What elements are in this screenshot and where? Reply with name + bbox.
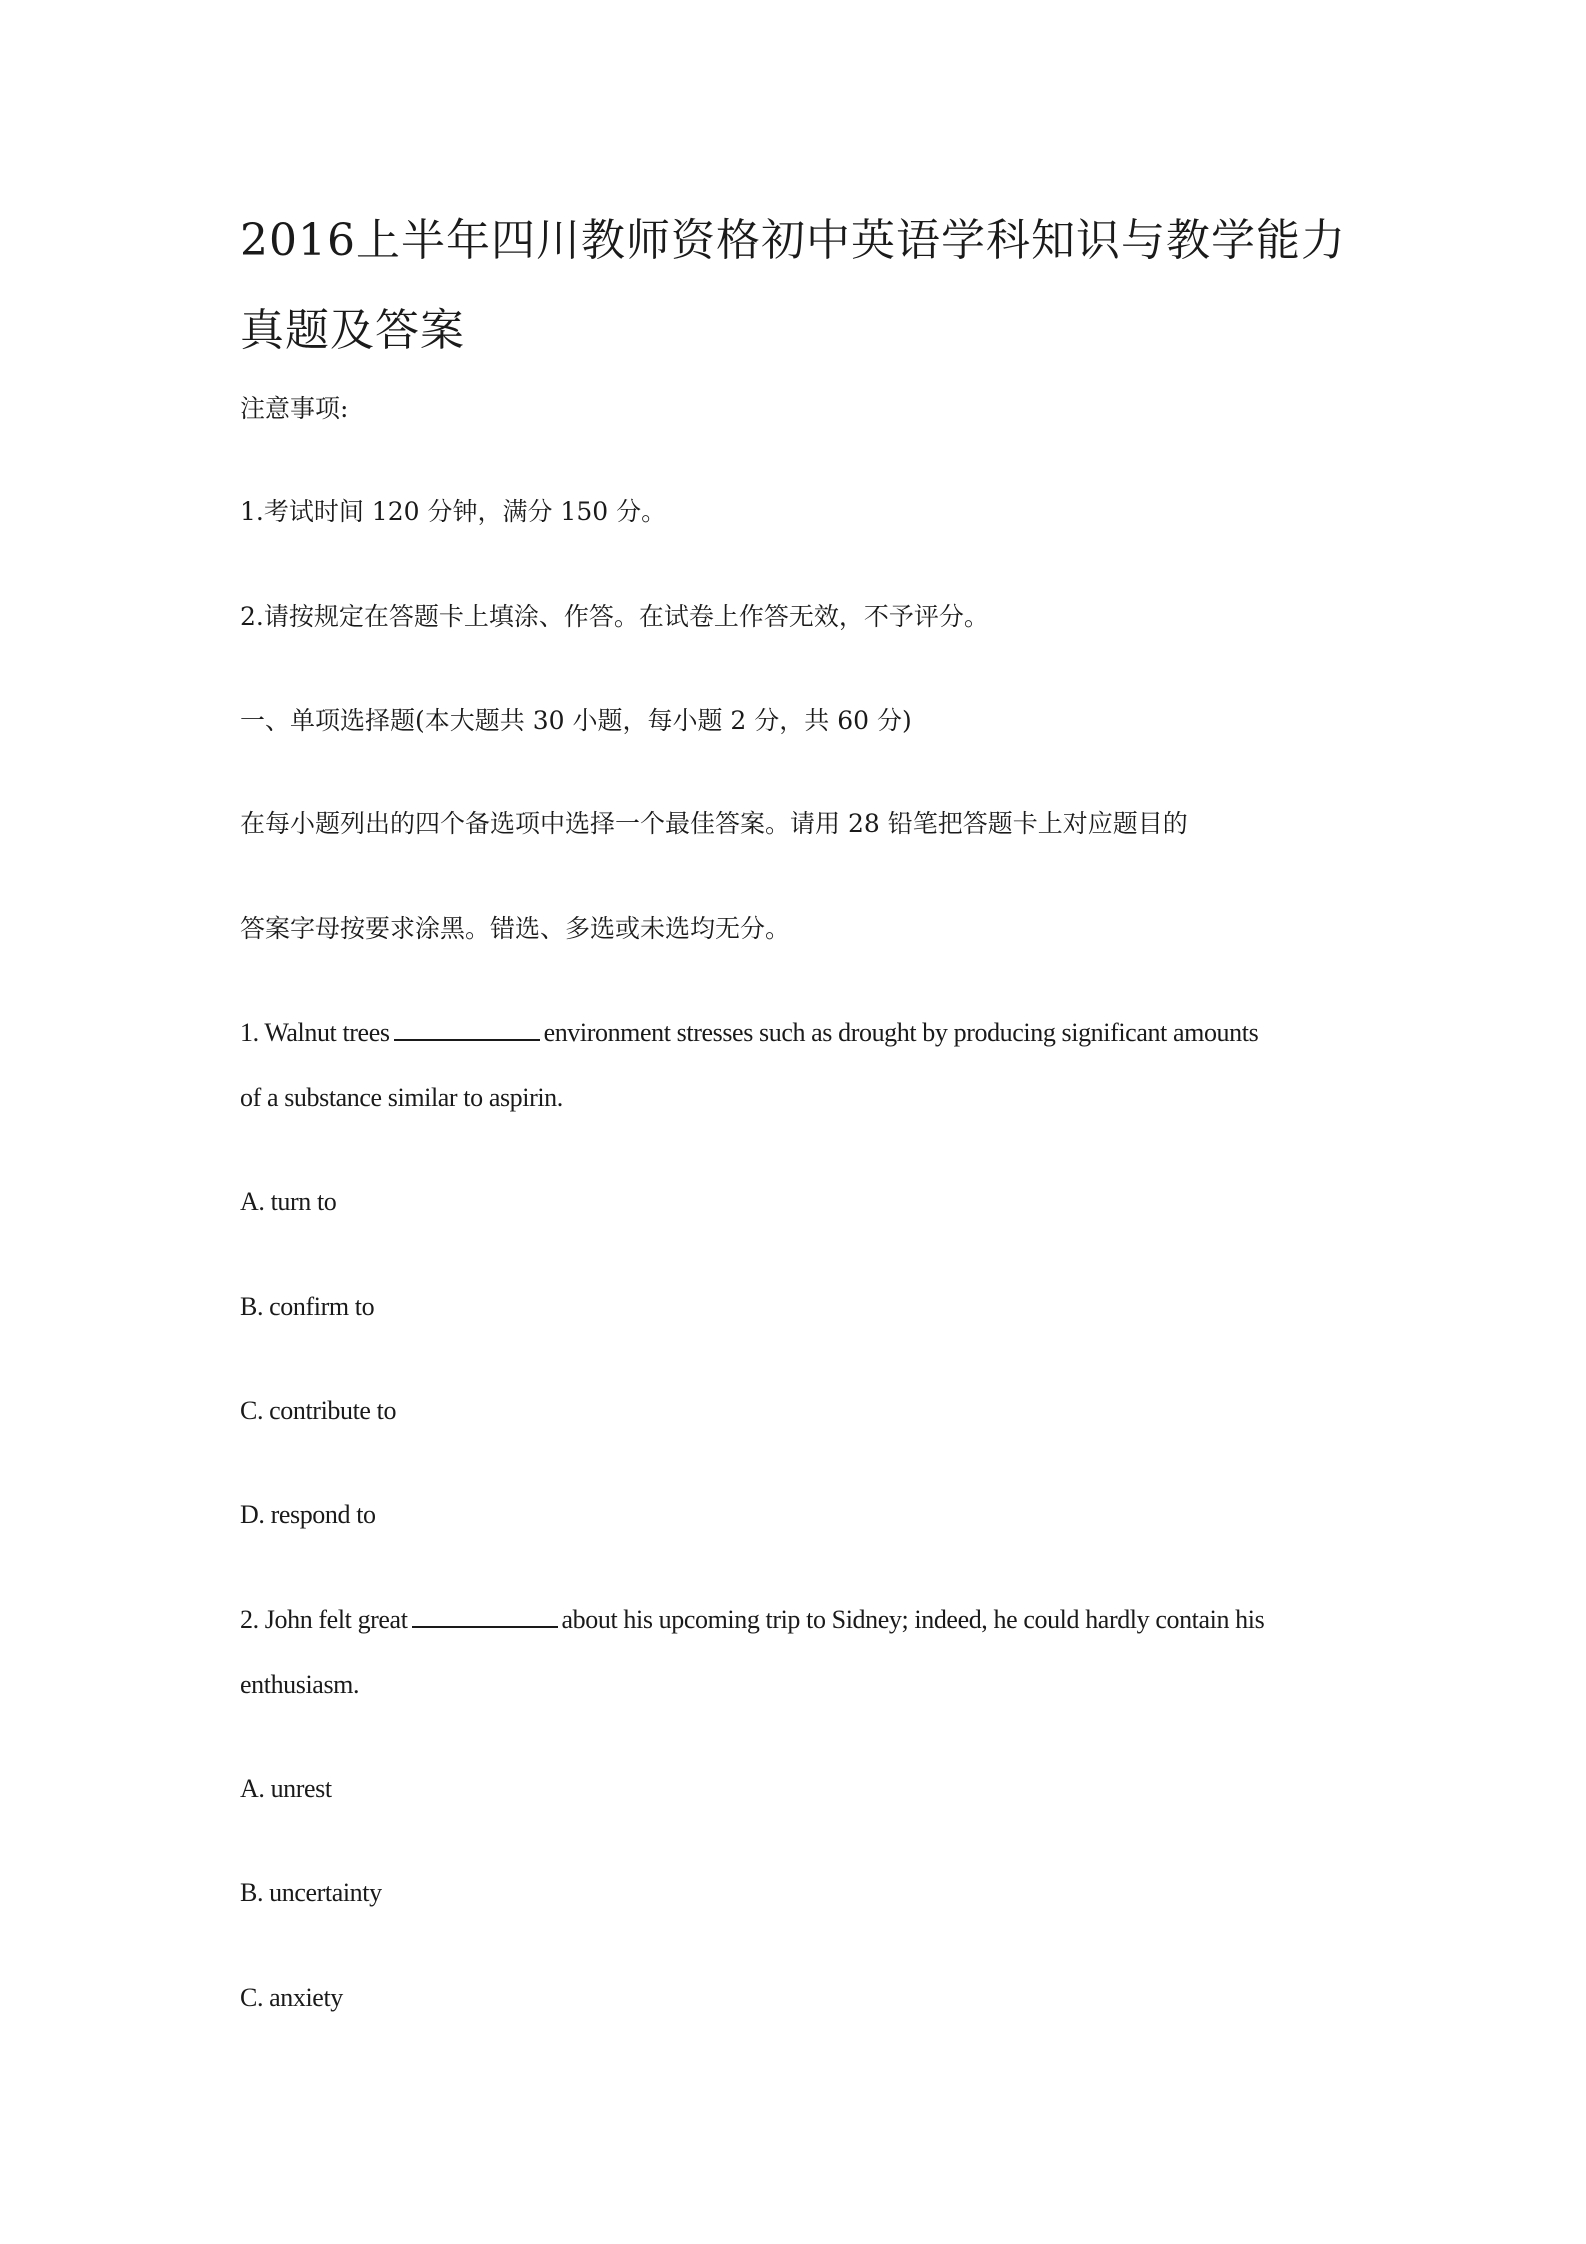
instruction-line-1: 在每小题列出的四个备选项中选择一个最佳答案。请用 28 铅笔把答题卡上对应题目的 <box>240 809 1188 838</box>
notice-item-2: 2.请按规定在答题卡上填涂、作答。在试卷上作答无效，不予评分。 <box>240 602 989 631</box>
question-1-stem-before: 1. Walnut trees <box>240 1018 390 1047</box>
question-1-option-a: A. turn to <box>240 1187 337 1216</box>
question-2-stem-line-2: enthusiasm. <box>240 1670 360 1699</box>
question-2-stem-before: 2. John felt great <box>240 1605 408 1634</box>
question-1-stem <box>240 1017 1350 1049</box>
question-1-option-d: D. respond to <box>240 1500 376 1529</box>
section-heading: 一、单项选择题(本大题共 30 小题，每小题 2 分，共 60 分) <box>240 706 912 735</box>
question-2-stem-after: about his upcoming trip to Sidney; indeed, he could hardly contain his <box>561 1605 1265 1634</box>
question-1-option-c: C. contribute to <box>240 1396 397 1425</box>
question-1-option-b: B. confirm to <box>240 1292 375 1321</box>
question-1-blank <box>394 1021 540 1041</box>
notice-item-1: 1.考试时间 120 分钟，满分 150 分。 <box>240 497 667 526</box>
document-title: 2016上半年四川教师资格初中英语学科知识与教学能力真题及答案 <box>240 215 1346 356</box>
question-2-option-b: B. uncertainty <box>240 1878 382 1907</box>
question-1-stem-after: environment stresses such as drought by producing significant amounts <box>543 1018 1259 1047</box>
notice-heading: 注意事项: <box>240 394 349 423</box>
question-2-stem <box>240 1604 1350 1636</box>
instruction-line-2: 答案字母按要求涂黑。错选、多选或未选均无分。 <box>240 914 791 943</box>
question-1-stem-line-2: of a substance similar to aspirin. <box>240 1083 563 1112</box>
question-2-blank <box>412 1608 558 1628</box>
question-2-option-a: A. unrest <box>240 1774 332 1803</box>
question-2-option-c: C. anxiety <box>240 1983 343 2012</box>
